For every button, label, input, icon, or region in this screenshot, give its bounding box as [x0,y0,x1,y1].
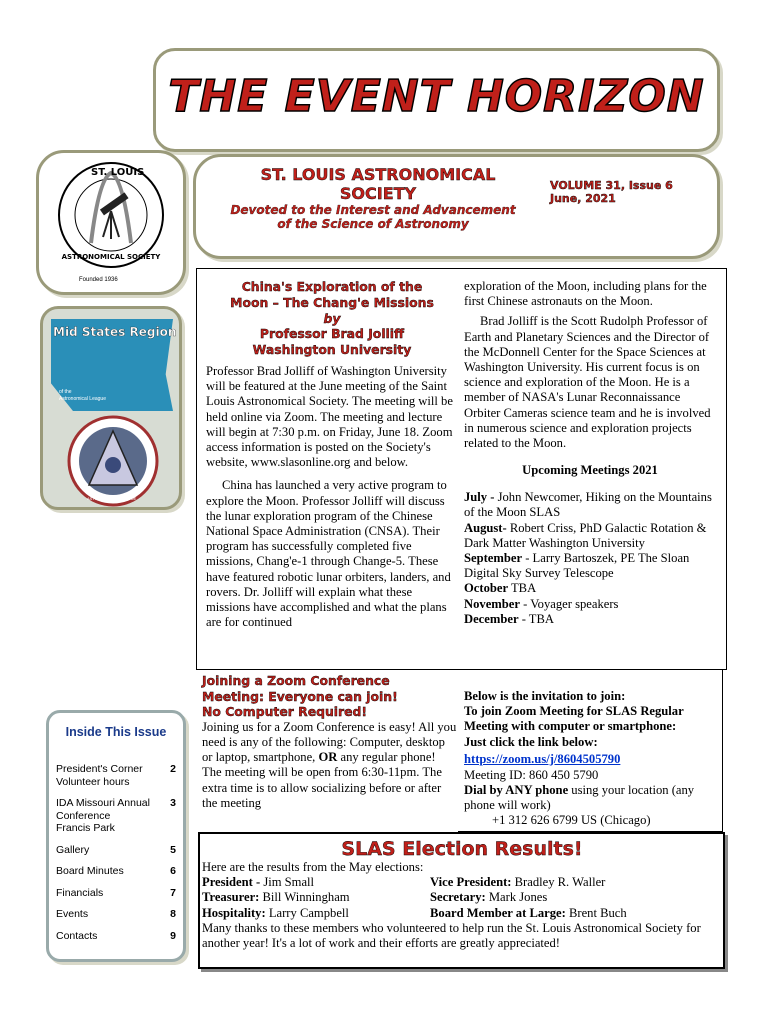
upcoming-month: July - [464,490,495,505]
league-badge-text: ASTRONOMICAL LEAGUE [87,496,137,501]
astronomical-league-badge [67,415,159,507]
upcoming-text: - Voyager speakers [519,596,619,611]
upcoming-item [464,581,716,596]
toc-item-label: Financials [56,886,104,899]
logo-text-bottom: ASTRONOMICAL SOCIETY [61,253,161,261]
upcoming-text: - Larry Bartoszek, PE The Sloan Digital Sky Survey Telescope [464,551,690,581]
upcoming-text: TBA [508,581,537,596]
upcoming-month: September [464,551,523,566]
toc-item-page: 3 [170,797,176,809]
toc-item-page: 2 [170,763,176,775]
zoom-title: Joining a Zoom Conference Meeting: Everyone can join! No Computer Required! [202,673,398,720]
zoom-invite [464,689,720,829]
election-left: President - Jim Small [202,875,315,890]
upcoming-item [464,597,716,612]
election-right: Board Member at Large: Brent Buch [430,905,627,920]
election-thanks: Many thanks to these members who volunteered to help run the St. Louis Astronomical Society for another year! It's a lot of work and their efforts are greatly appreciated! [202,920,701,951]
article1-para1: Professor Brad Jolliff of Washington University will be featured at the June meeting of the Saint Louis Astronomical Society. The meeting will be held online via Zoom. The meeting and lecture will begin at 7:30 p.m. on Friday, June 18. Zoom access information is posted on the Society's website, www.slasonline.org and below. [206,363,453,470]
upcoming-item [464,521,716,551]
toc-item-page: 5 [170,843,176,856]
toc-item-label: Board Minutes [56,865,124,877]
zoom-meeting-link[interactable]: https://zoom.us/j/8604505790 [464,751,621,766]
toc-item-label: Gallery [56,843,90,856]
election-heading: SLAS Election Results! [341,838,583,860]
article1-para2: China has launched a very active program to explore the Moon. Professor Jolliff will discuss the lunar exploration program of the Chinese National Space Administration (CNSA). Their program has successfully completed five missions, Chang'e-1 through Change-5. These have featured robotic lunar orbiters, landers, and rovers. Dr. Jolliff will explain what these missions have accomplished and what the plans are for continued [206,478,451,630]
zoom-body: Joining us for a Zoom Conference is easy! All you need is any of the following: Computer, desktop or laptop, smartphone, OR any regular phone! The meeting will be open from 6:30-11pm. The extra time is to allow socializing before or after the meeting [202,719,457,810]
toc-box [46,710,186,962]
zoom-section [202,673,458,811]
toc-heading: Inside This Issue [65,725,167,739]
toc-item[interactable] [56,797,176,835]
article1-right [464,279,716,627]
article1-title: China's Exploration of the Moon – The Chang'e Missions by Professor Brad Jolliff Washington University [230,279,434,358]
zoom-dial-info: Dial by ANY phone using your location (any phone will work) [464,783,695,813]
toc-item-label: IDA Missouri Annual Conference Francis Park [56,797,150,834]
upcoming-item [464,612,716,627]
toc-item-page: 7 [170,886,176,899]
upcoming-heading: Upcoming Meetings 2021 [522,463,658,478]
toc-item[interactable] [56,887,176,900]
midstates-box [40,306,182,510]
upcoming-item [464,551,716,581]
logo-box [36,150,186,295]
article1-left [206,279,458,630]
toc-item-label: President's Corner Volunteer hours [56,763,143,788]
election-right: Secretary: Mark Jones [430,890,548,905]
upcoming-month: August- [464,520,507,535]
election-body [202,860,722,951]
toc-item-page: 8 [170,908,176,920]
toc-list [56,763,176,951]
newsletter-title: THE EVENT HORIZON [168,71,705,122]
toc-item[interactable] [56,930,176,943]
upcoming-month: November [464,596,520,611]
toc-item-label: Contacts [56,929,98,942]
zoom-meeting-id: Meeting ID: 860 450 5790 [464,767,599,782]
toc-item-page: 9 [170,929,176,942]
toc-item[interactable] [56,865,176,878]
upcoming-item [464,490,716,520]
zoom-phone: +1 312 626 6799 US (Chicago) [492,813,651,828]
election-row [202,890,722,905]
election-row [202,875,722,890]
upcoming-text: - TBA [518,611,554,626]
article1-para4: Brad Jolliff is the Scott Rudolph Professor of Earth and Planetary Sciences and the Director of the McDonnell Center for the Space Sciences at Washington University. His current focus is on science and exploration of the Moon. He is a member of NASA's Lunar Reconnaissance Orbiter Cameras science team and he is involved in numerous science and exploration projects related to the Moon. [464,314,711,451]
midstates-title: Mid States Region [53,325,177,339]
election-intro: Here are the results from the May elections: [202,860,424,874]
society-box [193,154,720,259]
election-left: Treasurer: Bill Winningham [202,890,350,905]
upcoming-text: John Newcomer, Hiking on the Mountains of the Moon SLAS [464,490,712,520]
toc-item-label: Events [56,908,89,920]
masthead-box [153,48,720,152]
election-row [202,906,722,921]
toc-item[interactable] [56,844,176,857]
upcoming-text: Robert Criss, PhD Galactic Rotation & Dark Matter Washington University [464,520,707,550]
election-right: Vice President: Bradley R. Waller [430,875,606,890]
volume-info: VOLUME 31, Issue 6 June, 2021 [550,179,673,205]
zoom-invite-text: Below is the invitation to join: To join Zoom Meeting for SLAS Regular Meeting with computer or smartphone: Just click the link below: [464,689,684,749]
election-left: Hospitality: Larry Campbell [202,905,349,920]
toc-item[interactable] [56,908,176,921]
logo-text-top: ST. LOUIS [91,167,145,178]
election-rows [202,875,722,921]
upcoming-list [464,490,716,627]
toc-item[interactable] [56,763,176,788]
logo-founded: Founded 1936 [79,277,118,283]
midstates-sub1: of the [59,389,72,395]
article1-para3: exploration of the Moon, including plans for the first Chinese astronauts on the Moon. [464,279,707,309]
upcoming-month: December [464,611,519,626]
midstates-sub2: Astronomical League [59,396,106,402]
society-tagline: Devoted to the Interest and Advancement of the Science of Astronomy [230,203,516,231]
toc-item-page: 6 [170,865,176,877]
upcoming-month: October [464,581,509,596]
society-name: ST. LOUIS ASTRONOMICAL SOCIETY [260,165,496,203]
